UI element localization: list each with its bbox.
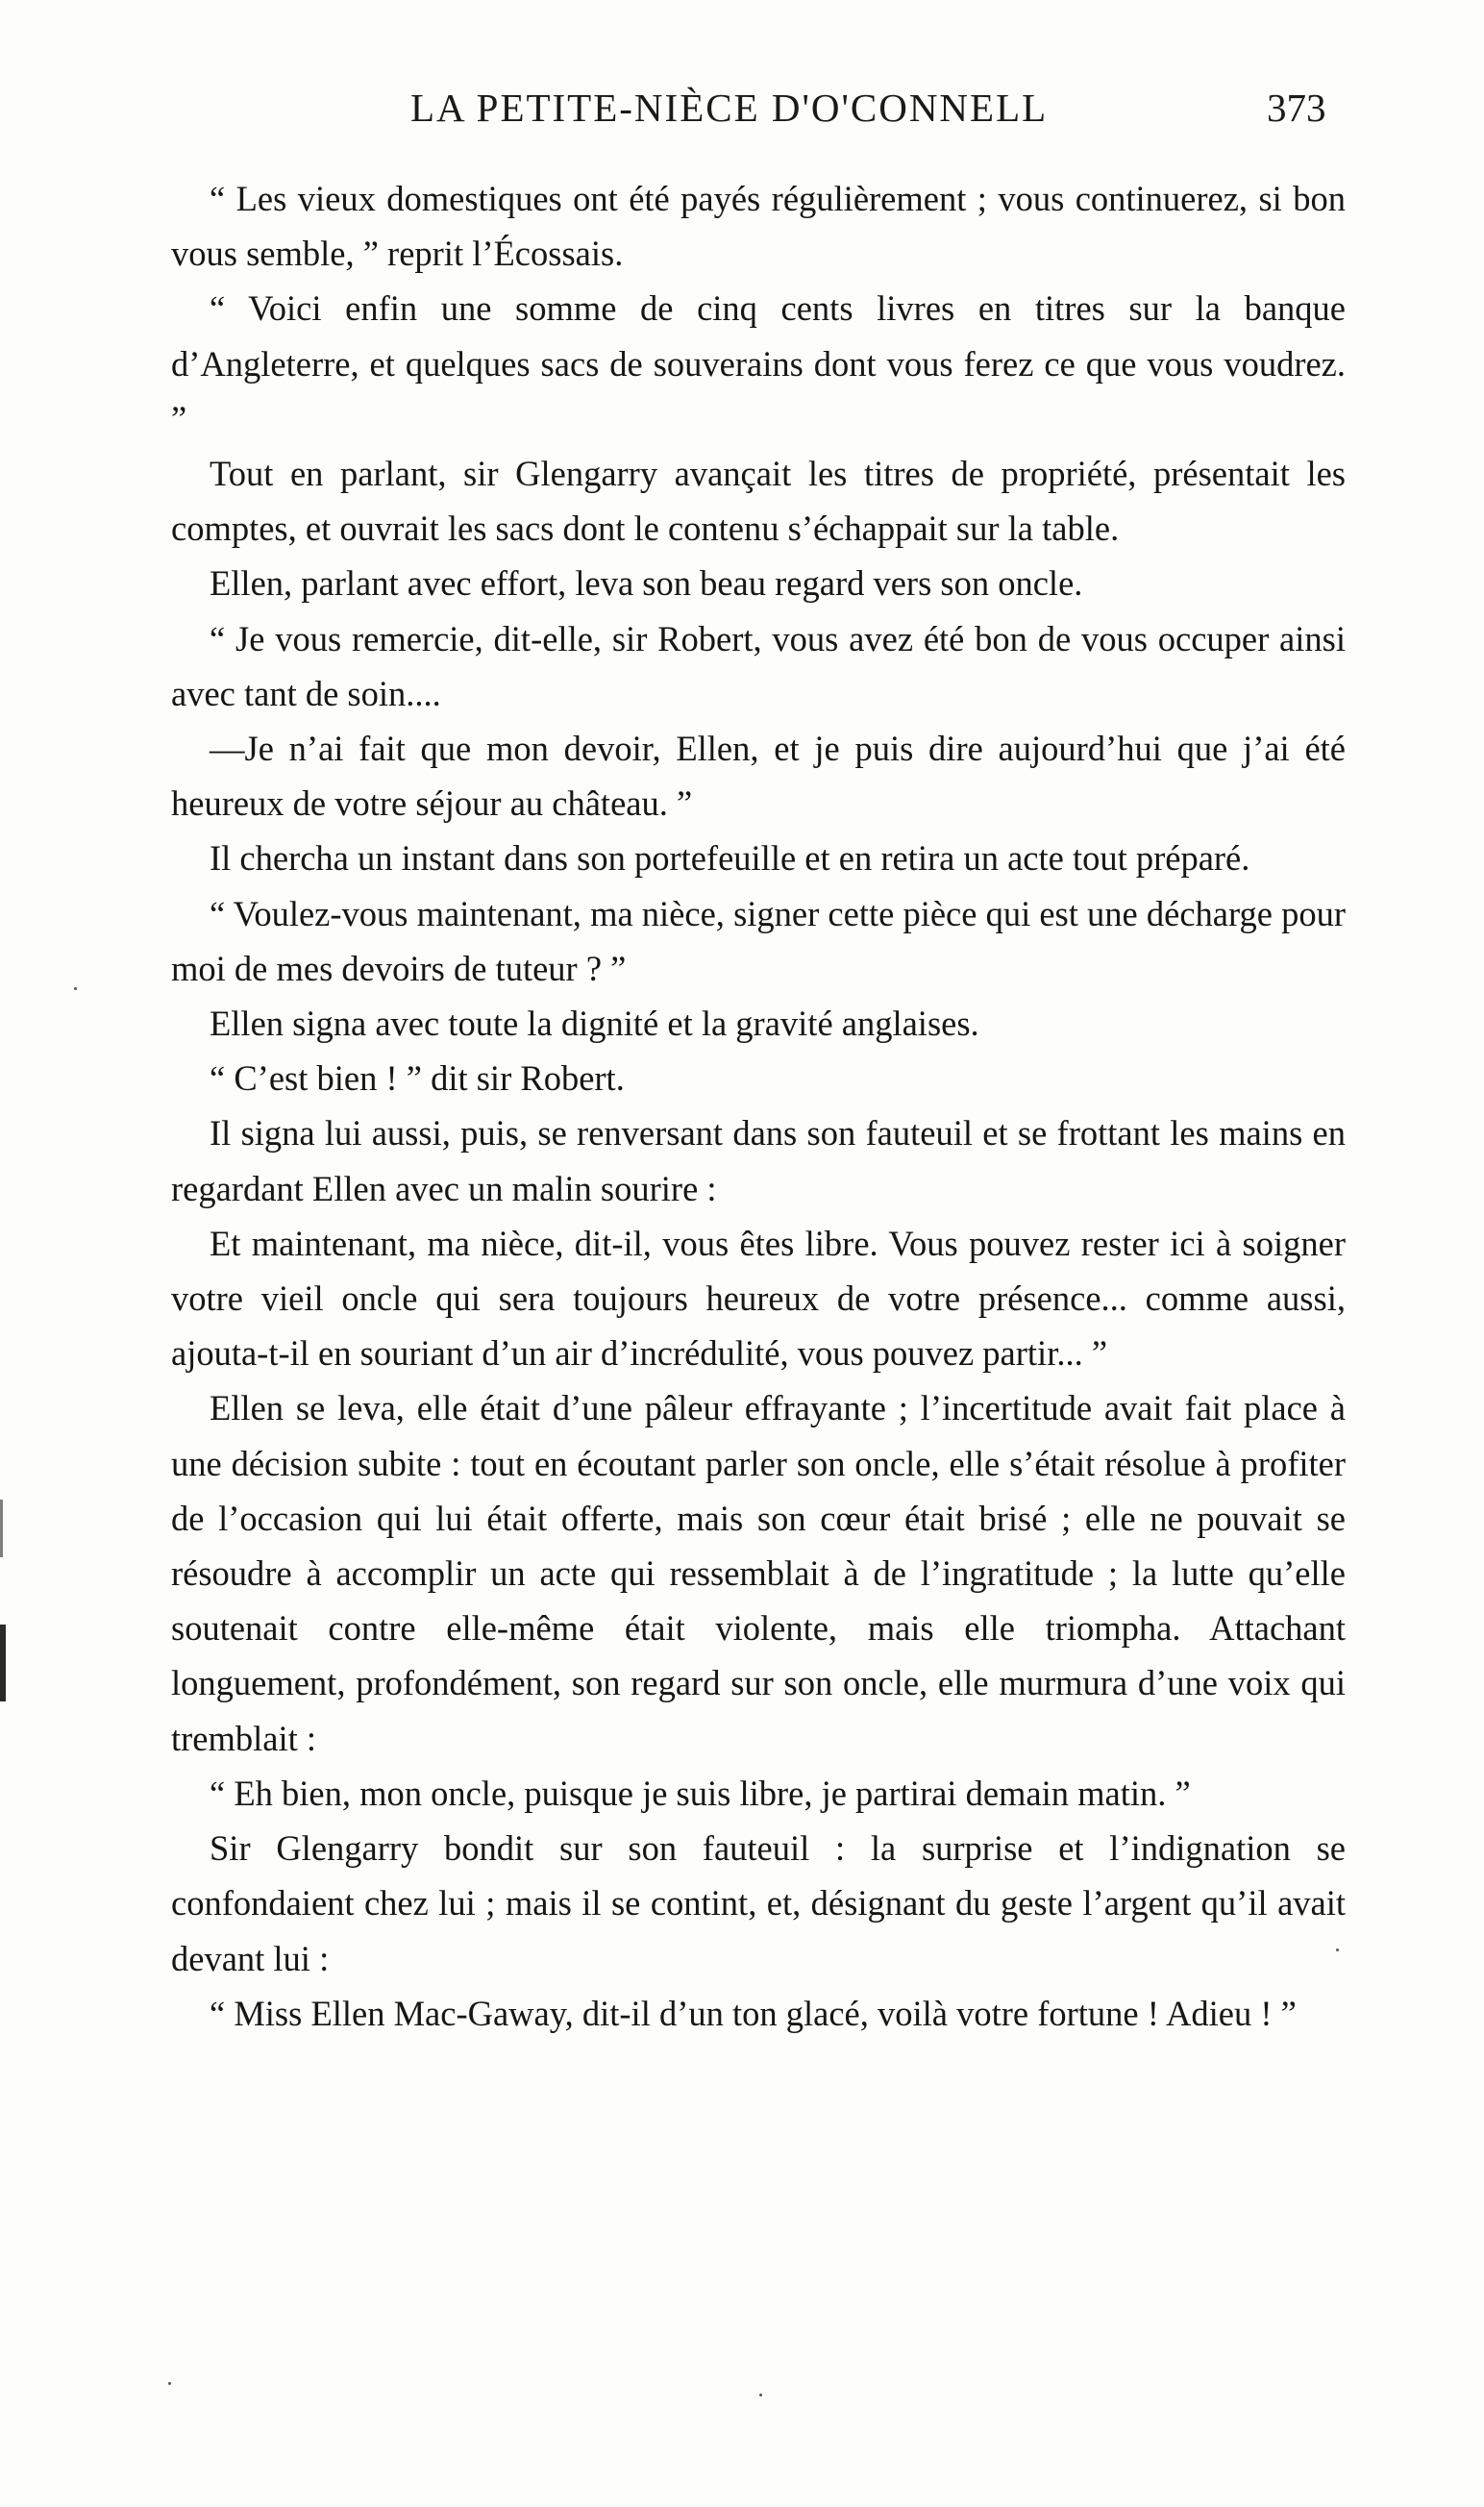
paragraph: Et maintenant, ma nièce, dit-il, vous êtes libre. Vous pouvez rester ici à soigner votre vieil oncle qui sera toujours heureux de votre présence... comme aussi, ajouta-t-il en souriant d’un air d’incrédulité, vous pouvez partir... ” [171, 1223, 1346, 1374]
binding-edge-mark [0, 1500, 3, 1557]
page-number: 373 [1267, 86, 1326, 130]
paragraph: —Je n’ai fait que mon devoir, Ellen, et je puis dire aujourd’hui que j’ai été heureux de votre séjour au château. ” [171, 729, 1346, 824]
paragraph: Il signa lui aussi, puis, se renversant dans son fauteuil et se frottant les mains en regardant Ellen avec un malin sourire : [171, 1113, 1346, 1208]
paragraph: “ Les vieux domestiques ont été payés régulièrement ; vous continuerez, si bon vous semble, ” reprit l’Écossais. [171, 179, 1346, 274]
running-head [0, 85, 1484, 142]
scan-speck [1336, 1949, 1339, 1951]
scan-speck [759, 2394, 762, 2396]
paragraph: Sir Glengarry bondit sur son fauteuil : la surprise et l’indignation se confondaient chez lui ; mais il se contint, et, désignant du geste l’argent qu’il avait devant lui : [171, 1828, 1346, 1978]
paragraph: Ellen signa avec toute la dignité et la gravité anglaises. [210, 1004, 979, 1044]
binding-edge-mark [0, 1625, 6, 1701]
paragraph: Ellen se leva, elle était d’une pâleur effrayante ; l’incertitude avait fait place à une décision subite : tout en écoutant parler son oncle, elle s’était résolue à profiter de l’occasion qui lui était offerte, mais son cœur était brisé ; elle ne pouvait se résoudre à accomplir un acte qui ressemblait à de l’ingratitude ; la lutte qu’elle soutenait contre elle-même était violente, mais elle triompha. Attachant longuement, profondément, son regard sur son oncle, elle murmura d’une voix qui tremblait : [171, 1388, 1346, 1758]
paragraph: “ C’est bien ! ” dit sir Robert. [210, 1058, 625, 1099]
paragraph: “ Je vous remercie, dit-elle, sir Robert, vous avez été bon de vous occuper ainsi avec tant de soin.... [171, 618, 1346, 713]
paragraph: Il chercha un instant dans son portefeuille et en retira un acte tout préparé. [210, 838, 1250, 879]
paragraph: “ Miss Ellen Mac-Gaway, dit-il d’un ton glacé, voilà votre fortune ! Adieu ! ” [210, 1993, 1297, 2033]
scan-speck [168, 2382, 171, 2385]
body-text [171, 171, 1346, 2041]
paragraph: “ Eh bien, mon oncle, puisque je suis libre, je partirai demain matin. ” [210, 1773, 1191, 1813]
paragraph: Tout en parlant, sir Glengarry avançait les titres de propriété, présentait les comptes, et ouvrait les sacs dont le contenu s’échappait sur la table. [171, 454, 1346, 549]
paragraph: “ Voulez-vous maintenant, ma nièce, signer cette pièce qui est une décharge pour moi de mes devoirs de tuteur ? ” [171, 893, 1346, 988]
running-title: LA PETITE-NIÈCE D'O'CONNELL [410, 86, 1049, 130]
paragraph: Ellen, parlant avec effort, leva son beau regard vers son oncle. [210, 563, 1083, 604]
paragraph: “ Voici enfin une somme de cinq cents livres en titres sur la banque d’Angleterre, et quelques sacs de souverains dont vous ferez ce que vous voudrez. ” [171, 288, 1346, 438]
scan-speck [74, 987, 77, 990]
